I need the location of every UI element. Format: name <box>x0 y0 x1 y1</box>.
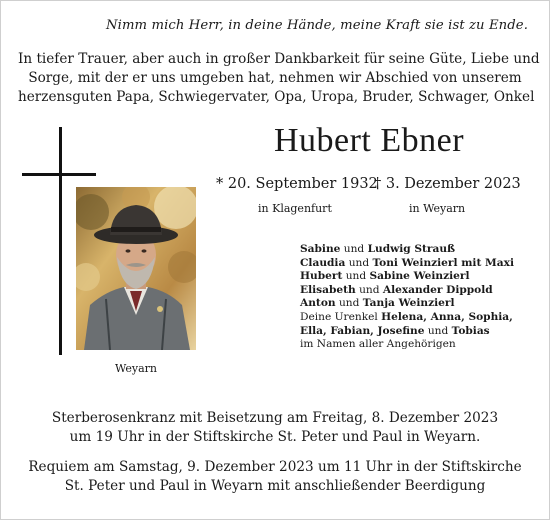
mourners-list <box>300 243 540 352</box>
rosary-service-info <box>18 409 532 446</box>
service-line: um 19 Uhr in der Stiftskirche St. Peter und Paul in Weyarn. <box>69 428 481 445</box>
photo-caption: Weyarn <box>114 362 158 375</box>
motto-verse: Nimm mich Herr, in deine Hände, meine Kraft sie ist zu Ende. <box>106 18 528 33</box>
mourner-line <box>300 270 540 284</box>
mourner-line <box>300 284 540 298</box>
birth-place: in Klagenfurt <box>258 202 332 215</box>
intro-line: herzensguten Papa, Schwiegervater, Opa, Uropa, Bruder, Schwager, Onkel <box>18 89 535 105</box>
mourner-name: Ella, Fabian, Josefine <box>300 324 425 337</box>
mourner-line <box>300 297 540 311</box>
portrait-photo <box>76 187 196 350</box>
birth-date: * 20. September 1932 <box>216 176 378 192</box>
mourner-text: und <box>340 243 368 255</box>
mourner-line <box>300 325 540 339</box>
intro-line: Sorge, mit der er uns umgeben hat, nehmen wir Abschied von unserem <box>28 70 522 86</box>
mourner-name: Ludwig Strauß <box>367 243 456 255</box>
mourner-line <box>300 243 540 257</box>
mourner-text: und <box>424 324 452 337</box>
intro-text <box>18 50 540 107</box>
mourner-name: Anton <box>300 297 336 310</box>
mourner-name: Elisabeth <box>300 283 356 296</box>
requiem-info <box>18 458 532 495</box>
mourner-text: und <box>342 270 370 283</box>
mourner-name: Hubert <box>300 270 343 283</box>
death-date: † 3. Dezember 2023 <box>374 176 521 192</box>
requiem-line: Requiem am Samstag, 9. Dezember 2023 um 11 Uhr in der Stiftskirche <box>28 459 522 475</box>
cross-horizontal-bar <box>22 173 96 176</box>
mourner-text: und <box>345 256 373 269</box>
mourner-name: Tobias <box>451 324 490 337</box>
mourner-text: im Namen aller Angehörigen <box>300 338 456 351</box>
mourner-text: Deine Urenkel <box>300 310 382 323</box>
mourner-name: Sabine Weinzierl <box>369 270 470 283</box>
cross-vertical-bar <box>59 127 62 355</box>
mourner-name: Alexander Dippold <box>382 283 493 296</box>
mourner-name: Toni Weinzierl mit Maxi <box>372 256 514 269</box>
intro-line: In tiefer Trauer, aber auch in großer Dankbarkeit für seine Güte, Liebe und <box>18 51 540 67</box>
requiem-line: St. Peter und Paul in Weyarn mit anschließender Beerdigung <box>64 477 486 494</box>
mourner-name: Helena, Anna, Sophia, <box>381 310 513 323</box>
portrait-illustration <box>76 187 196 350</box>
mourner-text: und <box>355 283 383 296</box>
mourner-text: und <box>335 297 363 310</box>
mourner-name: Tanja Weinzierl <box>362 297 455 310</box>
mourner-line <box>300 311 540 325</box>
deceased-name: Hubert Ebner <box>273 122 465 159</box>
mourner-name: Claudia <box>300 256 346 269</box>
service-line: Sterberosenkranz mit Beisetzung am Freitag, 8. Dezember 2023 <box>51 410 499 426</box>
death-place: in Weyarn <box>409 202 466 215</box>
mourner-line <box>300 257 540 271</box>
mourner-line <box>300 338 540 352</box>
mourner-name: Sabine <box>300 243 341 255</box>
